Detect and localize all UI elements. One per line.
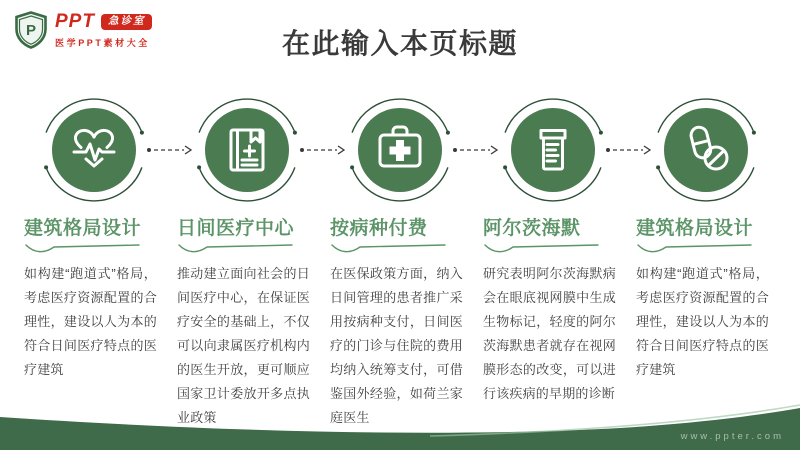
step-circle-3 <box>330 94 470 206</box>
swoosh-underline-icon <box>24 243 142 255</box>
brand-tagline: 医学PPT素材大全 <box>55 38 150 48</box>
step-circle-2 <box>177 94 317 206</box>
icon-row <box>24 94 776 206</box>
medical-book-icon <box>191 94 303 206</box>
step-circle-1 <box>24 94 164 206</box>
pills-icon <box>650 94 762 206</box>
swoosh-underline-icon <box>483 243 601 255</box>
column-body: 如构建“跑道式”格局，考虑医疗资源配置的合理性，建设以人为本的符合日间医疗特点的医疗建筑 <box>636 266 769 378</box>
dotted-arrow-icon <box>605 144 653 156</box>
swoosh-underline-icon <box>636 243 754 255</box>
column-body: 在医保政策方面，纳入日间管理的患者推广采用按病种支付，日间医疗的门诊与住院的费用均纳入统筹支付，可借鉴国外经验，如荷兰家庭医生 <box>330 266 463 426</box>
step-circle-4 <box>483 94 623 206</box>
shield-letter: P <box>25 22 37 39</box>
dotted-arrow-icon <box>146 144 194 156</box>
column-heading: 建筑格局设计 <box>636 218 754 239</box>
swoosh-underline-icon <box>177 243 295 255</box>
column-body: 研究表明阿尔茨海默病会在眼底视网膜中生成生物标记，轻度的阿尔茨海默患者就存在视网膜形态的改变，可以进行该疾病的早期的诊断 <box>483 266 616 402</box>
heartbeat-icon <box>38 94 150 206</box>
swoosh-underline-icon <box>330 243 448 255</box>
step-circle-5 <box>636 94 776 206</box>
medicine-bottle-icon <box>497 94 609 206</box>
first-aid-kit-icon <box>344 94 456 206</box>
column-heading: 建筑格局设计 <box>24 218 142 239</box>
column-heading: 按病种付费 <box>330 218 428 239</box>
column-body: 如构建“跑道式”格局，考虑医疗资源配置的合理性，建设以人为本的符合日间医疗特点的医疗建筑 <box>24 266 157 378</box>
column-heading: 日间医疗中心 <box>177 218 295 239</box>
footer-url: www.ppter.com <box>680 431 784 442</box>
brand-badge: 急诊室 <box>101 14 153 30</box>
column-body: 推动建立面向社会的日间医疗中心，在保证医疗安全的基础上，不仅可以向隶属医疗机构内的医生开放，更可顺应国家卫计委放开多点执业政策 <box>177 266 310 426</box>
page-title: 在此输入本页标题 <box>281 28 518 59</box>
brand-name: PPT <box>55 11 95 32</box>
column-heading: 阿尔茨海默 <box>483 218 581 239</box>
dotted-arrow-icon <box>299 144 347 156</box>
dotted-arrow-icon <box>452 144 500 156</box>
